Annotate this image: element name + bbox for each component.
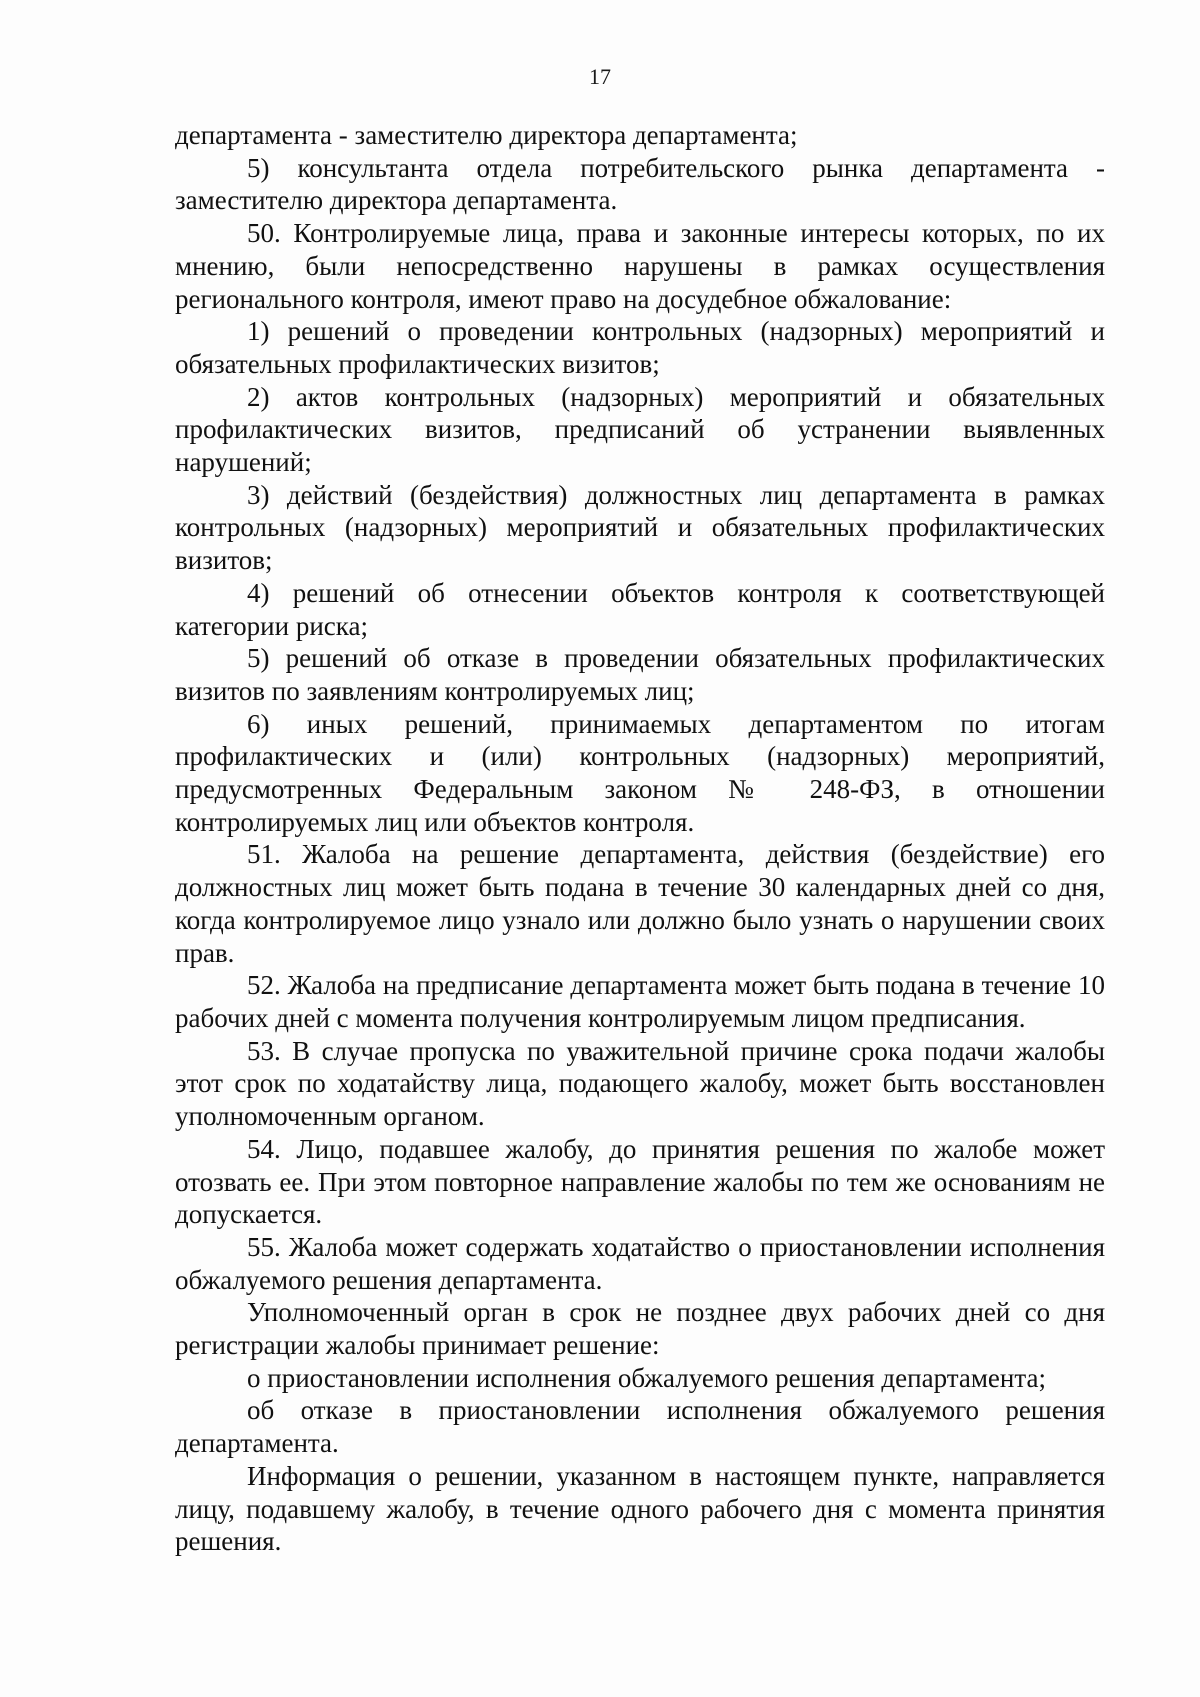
paragraph-52: 52. Жалоба на предписание департамента может быть подана в течение 10 рабочих дней с момента получения контролируемым лицом предписания.: [175, 970, 1105, 1033]
paragraph-50-item-3: 3) действий (бездействия) должностных лиц департамента в рамках контрольных (надзорных) мероприятий и обязательных профилактических визитов;: [175, 479, 1105, 576]
paragraph-authority-decision: Уполномоченный орган в срок не позднее двух рабочих дней со дня регистрации жалобы принимает решение:: [175, 1297, 1105, 1361]
paragraph-50-item-6: 6) иных решений, принимаемых департаментом по итогам профилактических и (или) контрольных (надзорных) мероприятий, предусмотренных Федеральным законом № 248-ФЗ, в отношении контролируемых лиц или объектов контроля.: [175, 708, 1105, 837]
paragraph-information: Информация о решении, указанном в настоящем пункте, направляется лицу, подавшему жалобу, в течение одного рабочего дня с момента принятия решения.: [175, 1460, 1105, 1557]
paragraph-continuation: департамента - заместителю директора департамента;: [175, 120, 798, 150]
document-body: [175, 119, 1105, 1558]
paragraph-decision-refuse: об отказе в приостановлении исполнения обжалуемого решения департамента.: [175, 1395, 1105, 1459]
paragraph-50-item-2: 2) актов контрольных (надзорных) мероприятий и обязательных профилактических визитов, предписаний об устранении выявленных нарушений;: [175, 381, 1105, 478]
paragraph-item-5-consultant: 5) консультанта отдела потребительского рынка департамента - заместителю директора департамента.: [175, 152, 1105, 216]
paragraph-50-item-1: 1) решений о проведении контрольных (надзорных) мероприятий и обязательных профилактических визитов;: [175, 316, 1105, 379]
paragraph-50-item-4: 4) решений об отнесении объектов контроля к соответствующей категории риска;: [175, 577, 1105, 641]
paragraph-55: 55. Жалоба может содержать ходатайство о приостановлении исполнения обжалуемого решения департамента.: [175, 1231, 1105, 1295]
paragraph-decision-suspend: о приостановлении исполнения обжалуемого решения департамента;: [247, 1362, 1046, 1393]
paragraph-54: 54. Лицо, подавшее жалобу, до принятия решения по жалобе может отозвать ее. При этом повторное направление жалобы по тем же основаниям не допускается.: [175, 1133, 1105, 1230]
paragraph-50: 50. Контролируемые лица, права и законные интересы которых, по их мнению, были непосредственно нарушены в рамках осуществления регионального контроля, имеют право на досудебное обжалование:: [175, 218, 1105, 314]
paragraph-51: 51. Жалоба на решение департамента, действия (бездействие) его должностных лиц может быть подана в течение 30 календарных дней со дня, когда контролируемое лицо узнало или должно было узнать о нарушении своих прав.: [175, 839, 1105, 968]
paragraph-53: 53. В случае пропуска по уважительной причине срока подачи жалобы этот срок по ходатайству лица, подающего жалобу, может быть восстановлен уполномоченным органом.: [175, 1035, 1105, 1132]
page-number: 17: [589, 64, 611, 89]
paragraph-50-item-5: 5) решений об отказе в проведении обязательных профилактических визитов по заявлениям контролируемых лиц;: [175, 643, 1105, 706]
